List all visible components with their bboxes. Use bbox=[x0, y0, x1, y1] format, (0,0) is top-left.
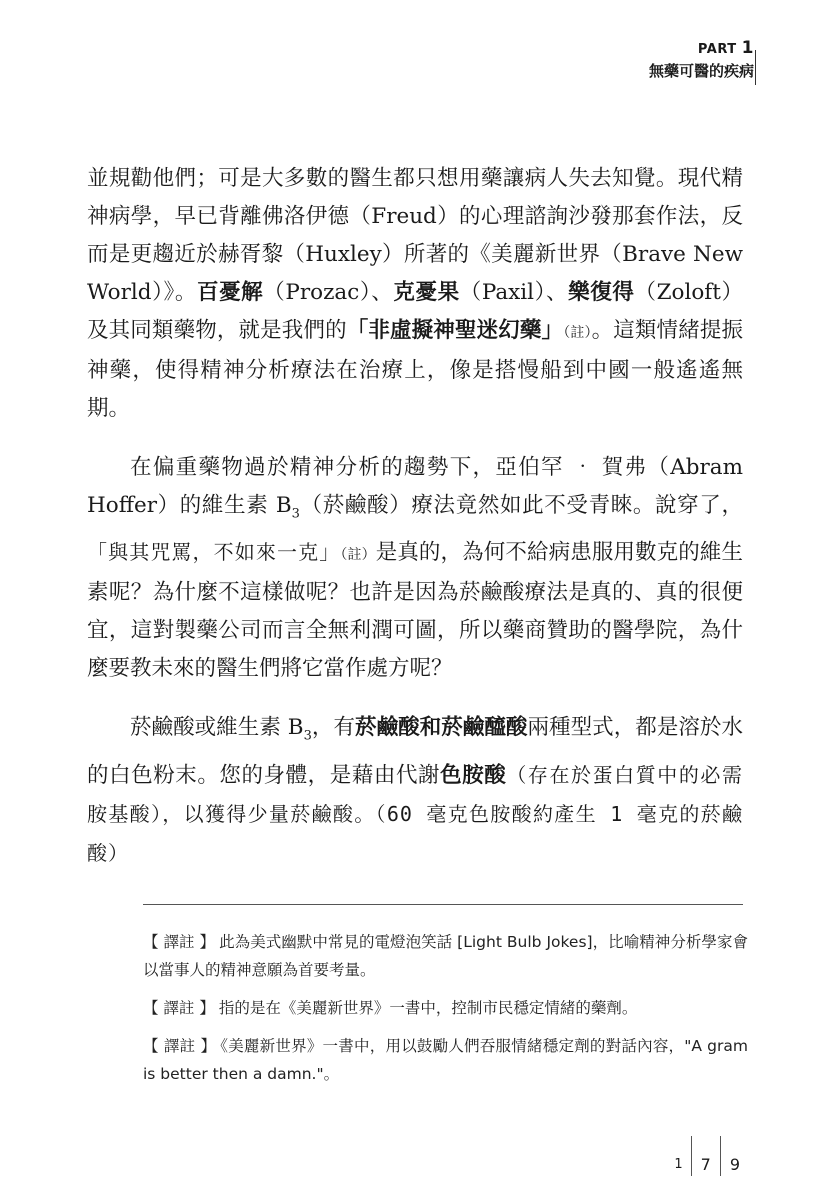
footnotes bbox=[143, 928, 748, 1098]
chapter-title: 無藥可醫的疾病 bbox=[648, 62, 754, 80]
p1-text-1: 並規勸他們；可是大多數的醫生都只想用藥讓病人失去知覺。現代精神病學，早已背離佛洛伊德（Freud）的心理諮詢沙發那套作法，反而是更趨近於赫胥黎（Huxley）所著的《美麗新世界（Brave New World）》。 bbox=[87, 166, 743, 305]
p3-text-2: ，有 bbox=[311, 715, 356, 741]
part-number: 1 bbox=[741, 38, 754, 58]
paragraph-2 bbox=[87, 449, 743, 688]
p1-text-5: 。這類情緒提振神藥，使得精神分析療法在治療上，像是搭慢船到中國一般遙遙無期。 bbox=[87, 318, 743, 421]
p1-bold-zoloft: 樂復得 bbox=[568, 280, 635, 305]
footnote-tag: 【 譯註 】 bbox=[143, 999, 215, 1017]
part-label-text: PART bbox=[697, 42, 737, 57]
page-number-digit-3: 9 bbox=[729, 1155, 740, 1174]
p2-subscript: 3 bbox=[291, 506, 300, 522]
footnote-text: 此為美式幽默中常見的電燈泡笑話 [Light Bulb Jokes]，比喻精神分析學家會以當事人的精神意願為首要考量。 bbox=[143, 933, 748, 979]
footnote-2 bbox=[143, 994, 748, 1022]
p1-text-3: （Paxil）、 bbox=[459, 280, 569, 305]
footnote-1 bbox=[143, 928, 748, 984]
paragraph-1 bbox=[87, 160, 743, 428]
footnote-tag: 【 譯註 】 bbox=[143, 1037, 217, 1055]
p3-text-3: 兩種型式，都是溶於水的白色粉末。您的身體，是藉由代謝 bbox=[87, 715, 743, 788]
footnote-divider bbox=[143, 904, 743, 905]
p2-text-2: （菸鹼酸）療法竟然如此不受青睞。說穿了， bbox=[299, 493, 743, 518]
page-number bbox=[674, 1136, 749, 1176]
footnote-tag: 【 譯註 】 bbox=[143, 933, 216, 951]
footnote-3 bbox=[143, 1032, 748, 1088]
main-text bbox=[87, 160, 743, 894]
part-label bbox=[554, 38, 754, 58]
p2-text-1: 在偏重藥物過於精神分析的趨勢下，亞伯罕 ‧ 賀弗（Abram Hoffer）的維生素 B bbox=[87, 455, 743, 518]
page-number-digit-2: 7 bbox=[700, 1155, 711, 1174]
p2-quote: 「與其咒罵，不如來一克」 bbox=[87, 540, 341, 565]
p1-text-4: （Zoloft）及其同類藥物，就是我們的 bbox=[87, 280, 743, 343]
footnote-text: 指的是在《美麗新世界》一書中，控制市民穩定情緒的藥劑。 bbox=[218, 999, 638, 1017]
p3-bold-forms: 菸鹼酸和菸鹼醯酸 bbox=[355, 715, 528, 741]
running-head bbox=[554, 38, 754, 81]
p3-bold-tryptophan: 色胺酸 bbox=[440, 762, 507, 788]
page-number-digit-1: 1 bbox=[674, 1157, 683, 1172]
paragraph-3 bbox=[87, 709, 743, 872]
p1-bold-paxil: 克憂果 bbox=[393, 280, 460, 305]
footnote-text: 《美麗新世界》一書中，用以鼓勵人們吞服情緒穩定劑的對話內容，"A gram is better then a damn."。 bbox=[143, 1037, 748, 1083]
p1-text-2: （Prozac）、 bbox=[263, 280, 394, 305]
p2-text-3: 是真的，為何不給病患服用數克的維生素呢？為什麼不這樣做呢？也許是因為菸鹼酸療法是真的、真的很便宜，這對製藥公司而言全無利潤可圖，所以藥商贊助的醫學院，為什麼要教未來的醫生們將它當作處方呢？ bbox=[87, 540, 744, 682]
p3-text-1: 菸鹼酸或維生素 B bbox=[130, 715, 304, 741]
p3-aside: （存在於蛋白質中的必需胺基酸），以獲得少量菸鹼酸。（60 毫克色胺酸約產生 1 毫克的菸鹼酸） bbox=[87, 762, 743, 865]
p1-note-mark: （註） bbox=[563, 325, 592, 341]
p2-note-mark: （註） bbox=[340, 547, 376, 564]
p1-bold-prozac: 百憂解 bbox=[196, 280, 264, 305]
p1-bold-term: 「非虛擬神聖迷幻藥」 bbox=[346, 318, 564, 343]
header-divider bbox=[755, 50, 756, 85]
p3-subscript: 3 bbox=[303, 728, 312, 744]
